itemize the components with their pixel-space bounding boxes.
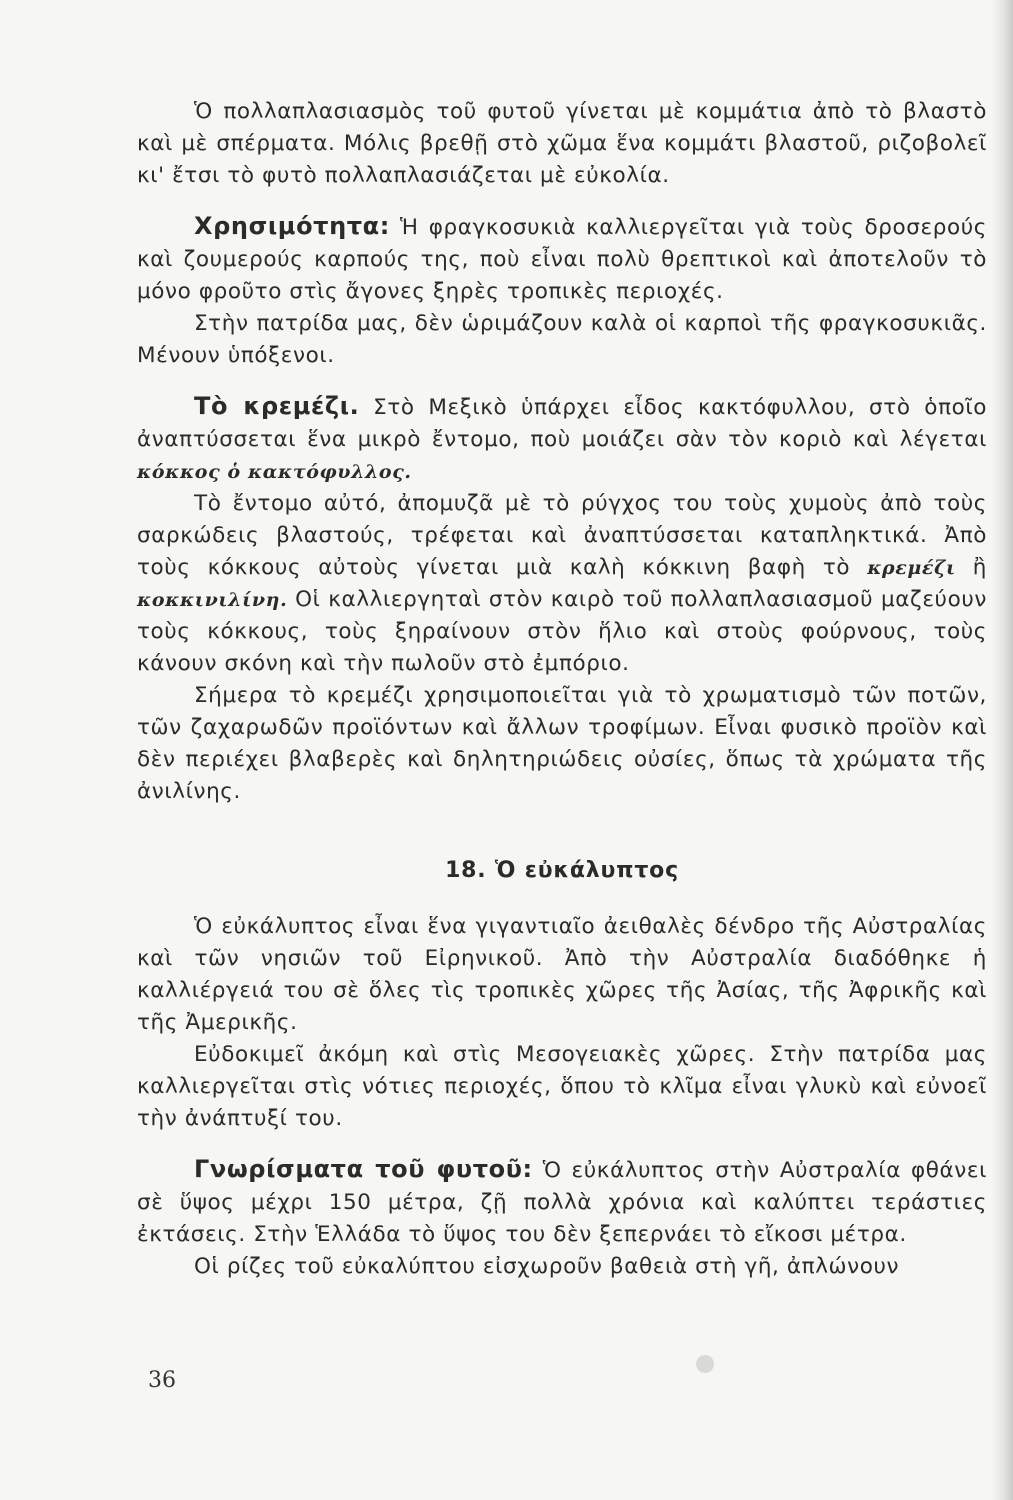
heading-traits: Γνωρίσματα τοῦ φυτοῦ: xyxy=(194,1155,533,1183)
paragraph-eucalyptus-mediterranean: Εὐδοκιμεῖ ἀκόμη καὶ στὶς Μεσογειακὲς χῶρες. Στὴν πατρίδα μας καλλιεργεῖται στὶς νότιες περιοχές, ὅπου τὸ κλῖμα εἶναι γλυκὺ καὶ εὐνοεῖ τὴν ἀνάπτυξί του. xyxy=(137,1042,987,1131)
kermes-species: κόκκος ὁ κακτόφυλλος. xyxy=(137,461,412,483)
paragraph-eucalyptus-traits xyxy=(137,1153,987,1251)
paragraph-insect xyxy=(137,488,987,680)
section-title: 18. Ὁ εὐκάλυπτος xyxy=(445,858,679,883)
page-edge-shadow xyxy=(991,0,1013,1500)
kermes-text: Στὸ Μεξικὸ ὑπάρχει εἶδος κακτόφυλλου, στὸ ὁποῖο ἀναπτύσσεται ἕνα μικρὸ ἔντομο, ποὺ μοιάζει σὰν τὸν κοριὸ καὶ λέγεται xyxy=(137,395,987,452)
paragraph-kermes xyxy=(137,390,987,488)
paragraph-eucalyptus-intro: Ὁ εὐκάλυπτος εἶναι ἕνα γιγαντιαῖο ἀειθαλὲς δένδρο τῆς Αὐστραλίας καὶ τῶν νησιῶν τοῦ Εἰρηνικοῦ. Ἀπὸ τὴν Αὐστραλία διαδόθηκε ἡ καλλιέργειά του σὲ ὅλες τὶς τροπικὲς χῶρες τῆς Ἀσίας, τῆς Ἀφρικῆς καὶ τῆς Ἀμερικῆς. xyxy=(137,914,987,1035)
text-column xyxy=(137,96,987,1283)
usefulness-text: Ἡ φραγκοσυκιὰ καλλιεργεῖται γιὰ τοὺς δροσερούς καὶ ζουμερούς καρπούς της, ποὺ εἶναι πολὺ θρεπτικοὶ καὶ ἀποτελοῦν τὸ μόνο φροῦτο στὶς ἄγονες ξηρὲς τροπικὲς περιοχές. xyxy=(137,215,987,304)
paragraph-propagation: Ὁ πολλαπλασιασμὸς τοῦ φυτοῦ γίνεται μὲ κομμάτια ἀπὸ τὸ βλαστὸ καὶ μὲ σπέρματα. Μόλις βρεθῇ στὸ χῶμα ἕνα κομμάτι βλαστοῦ, ριζοβολεῖ κι' ἔτσι τὸ φυτὸ πολλαπλασιάζεται μὲ εὐκολία. xyxy=(137,99,987,188)
insect-text-b: ἢ xyxy=(955,555,987,580)
insect-text-a: Τὸ ἔντομο αὐτό, ἀπομυζᾶ μὲ τὸ ρύγχος του τοὺς χυμοὺς ἀπὸ τοὺς σαρκώδεις βλαστούς, τρέφεται καὶ ἀναπτύσσεται καταπληκτικά. Ἀπὸ τοὺς κόκκους αὐτοὺς γίνεται μιὰ καλὴ κόκκινη βαφὴ τὸ xyxy=(137,491,987,580)
paragraph-homeland: Στὴν πατρίδα μας, δὲν ὡριμάζουν καλὰ οἱ καρποὶ τῆς φραγκοσυκιᾶς. Μένουν ὑπόξενοι. xyxy=(137,311,987,368)
term-kokkinilini: κοκκινιλίνη. xyxy=(137,589,288,611)
heading-kermes: Τὸ κρεμέζι. xyxy=(194,392,360,420)
term-kremezi: κρεμέζι xyxy=(867,557,956,579)
traits-text: Ὁ εὐκάλυπτος στὴν Αὐστραλία φθάνει σὲ ὕψος μέχρι 150 μέτρα, ζῇ πολλὰ χρόνια καὶ καλύπτει τεράστιες ἐκτάσεις. Στὴν Ἑλλάδα τὸ ὕψος του δὲν ξεπερνάει τὸ εἴκοσι μέτρα. xyxy=(137,1158,987,1247)
paragraph-today: Σήμερα τὸ κρεμέζι χρησιμοποιεῖται γιὰ τὸ χρωματισμὸ τῶν ποτῶν, τῶν ζαχαρωδῶν προϊόντων καὶ ἄλλων τροφίμων. Εἶναι φυσικὸ προϊὸν καὶ δὲν περιέχει βλαβερὲς καὶ δηλητηριώδεις οὐσίες, ὅπως τὰ χρώματα τῆς ἀνιλίνης. xyxy=(137,683,987,804)
heading-usefulness: Χρησιμότητα: xyxy=(194,212,390,240)
paragraph-eucalyptus-roots: Οἱ ρίζες τοῦ εὐκαλύπτου εἰσχωροῦν βαθειὰ στὴ γῆ, ἀπλώνουν xyxy=(194,1254,900,1279)
paragraph-usefulness xyxy=(137,210,987,308)
insect-text-c: Οἱ καλλιεργηταὶ στὸν καιρὸ τοῦ πολλαπλασιασμοῦ μαζεύουν τοὺς κόκκους, τοὺς ξηραίνουν στὸν ἥλιο καὶ στοὺς φούρνους, τοὺς κάνουν σκόνη καὶ τὴν πωλοῦν στὸ ἐμπόριο. xyxy=(137,587,987,676)
page-number: 36 xyxy=(148,1368,176,1393)
paper-spot xyxy=(696,1355,714,1373)
